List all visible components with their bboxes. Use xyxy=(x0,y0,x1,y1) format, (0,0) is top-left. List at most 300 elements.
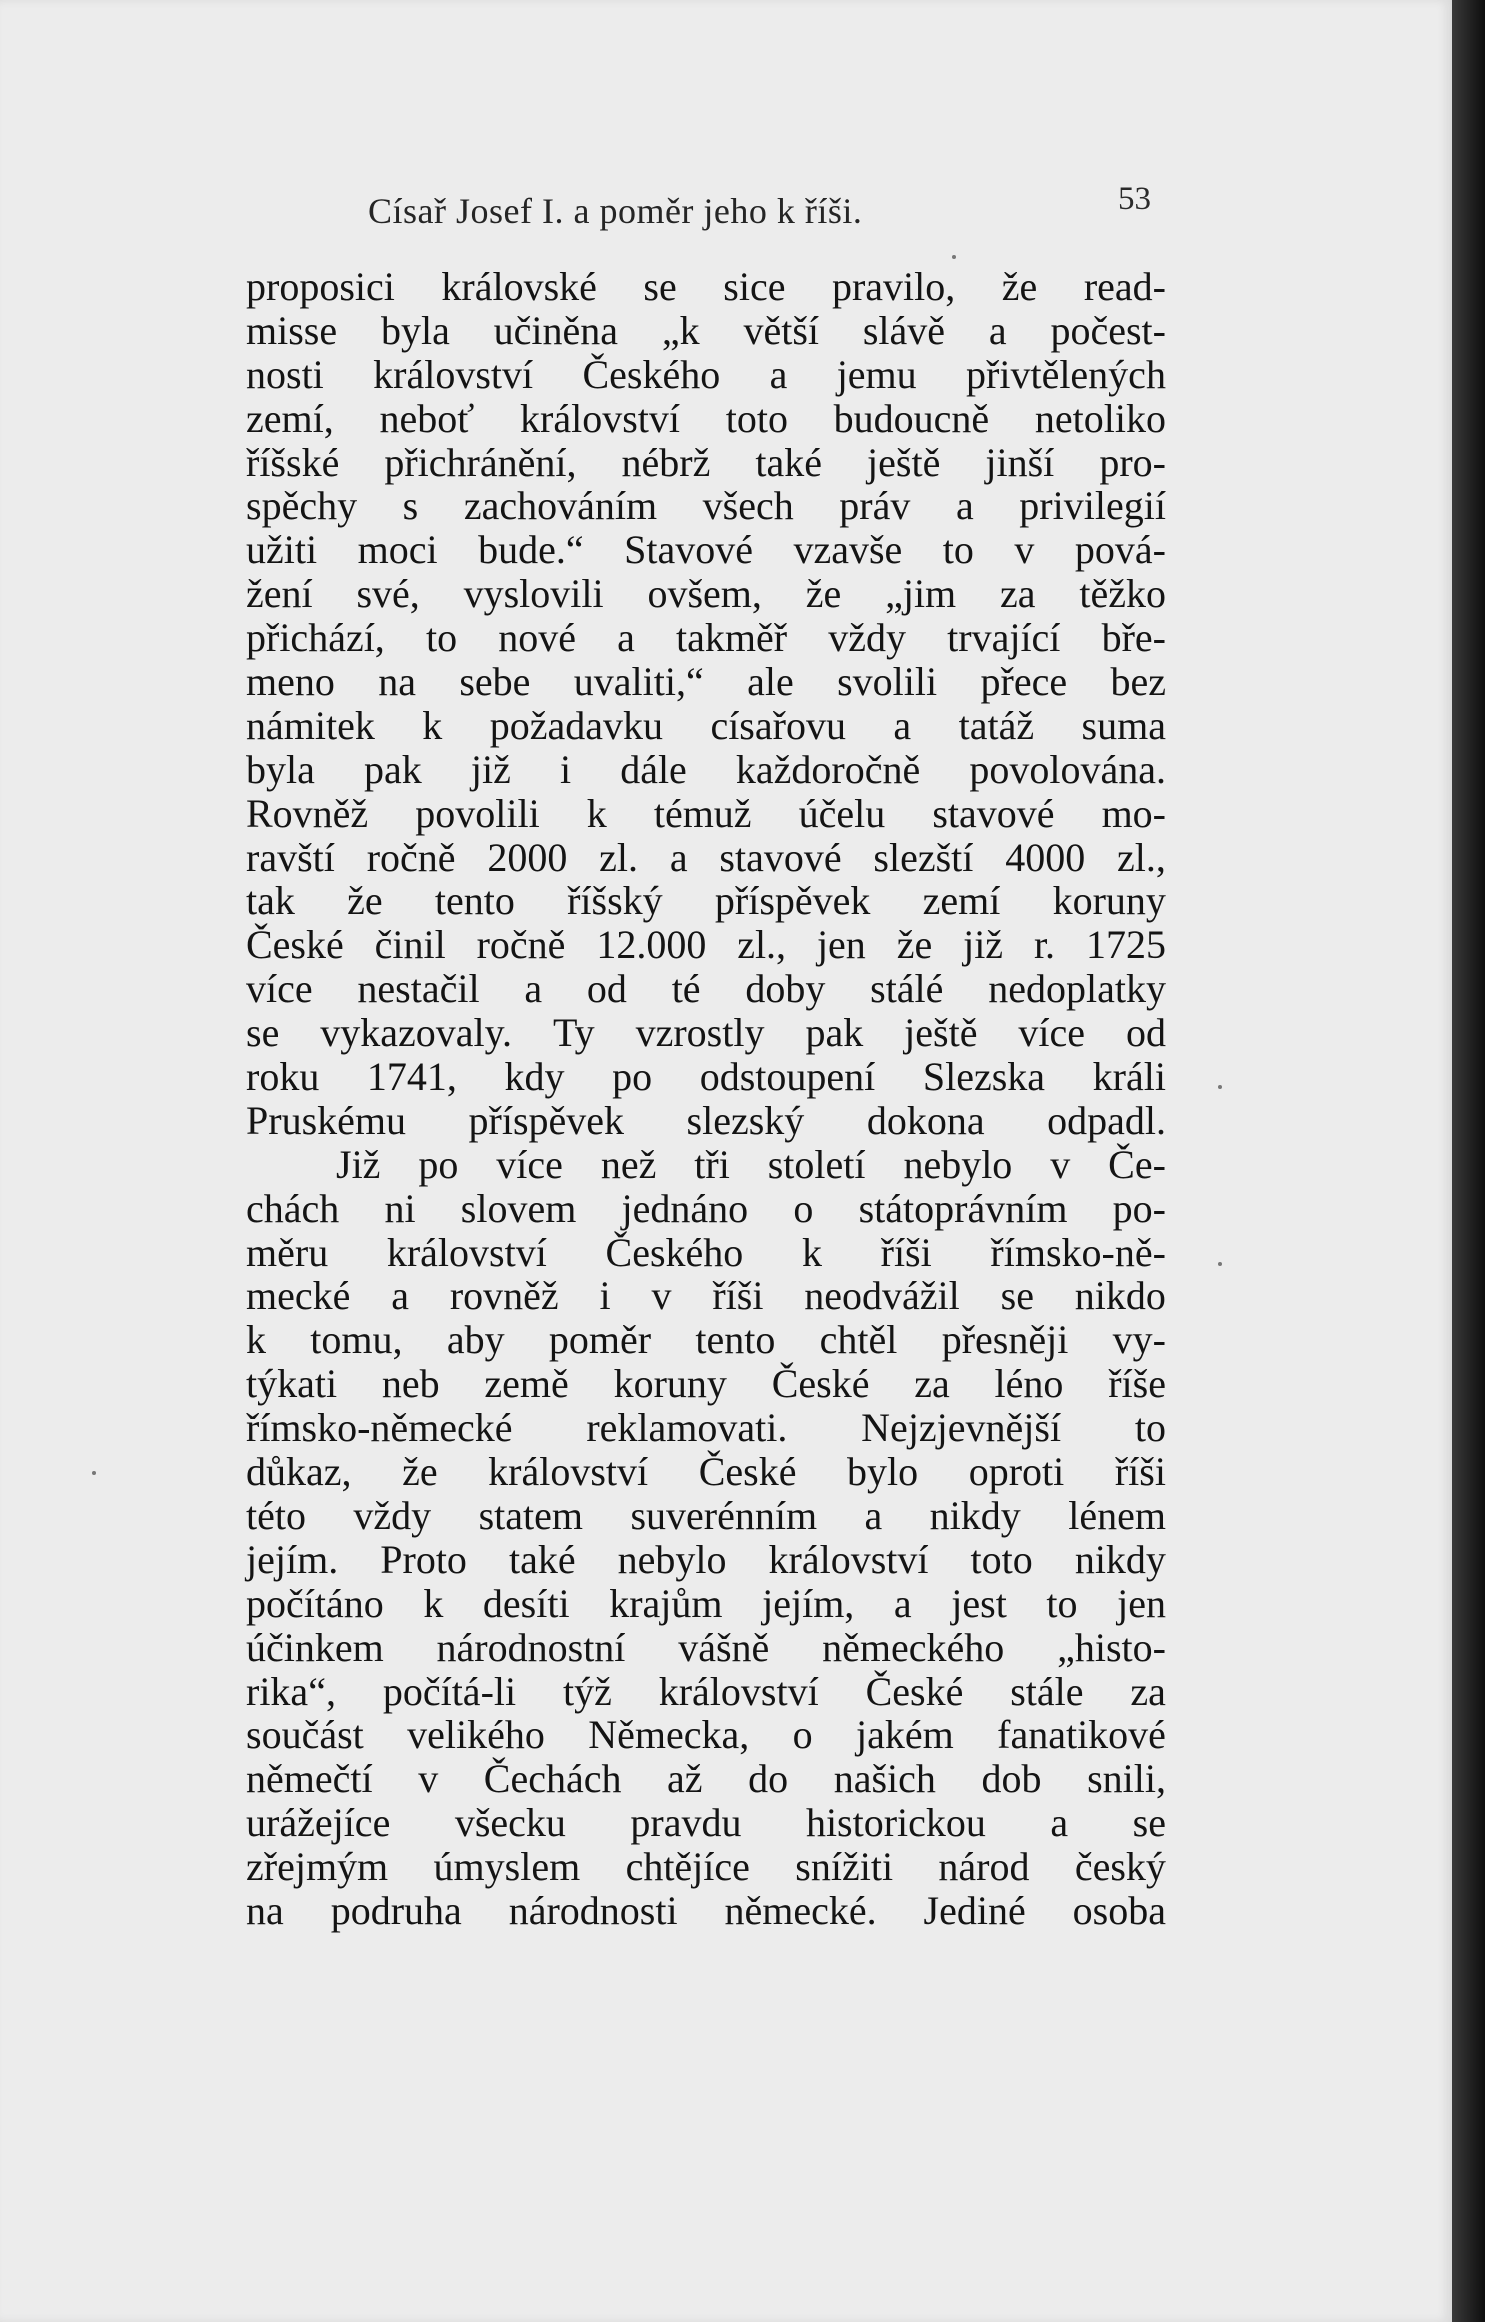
body-text xyxy=(246,265,1166,1933)
word: stálé xyxy=(870,966,944,1012)
text-line xyxy=(246,397,1166,441)
word: větší xyxy=(743,307,819,353)
word: také xyxy=(508,1536,576,1582)
word: bře- xyxy=(1101,615,1166,661)
word: ročně xyxy=(476,922,566,968)
word: každoročně xyxy=(735,746,921,792)
word: a xyxy=(988,307,1007,353)
word: bez xyxy=(1110,659,1166,705)
word: že xyxy=(805,571,842,617)
word: královské xyxy=(441,264,597,309)
word: jemu xyxy=(836,351,917,397)
word: Ty xyxy=(553,1010,595,1056)
word: námitek xyxy=(246,702,375,748)
word: Rovněž xyxy=(246,790,369,836)
print-speck xyxy=(952,255,956,259)
word: říši xyxy=(880,1229,932,1275)
word: k xyxy=(586,790,607,836)
word: království xyxy=(488,1449,649,1495)
word: a xyxy=(669,834,688,880)
word: tak xyxy=(246,878,295,924)
word: kdy xyxy=(504,1054,565,1100)
word: Pruskému xyxy=(246,1097,406,1143)
word: Slezska xyxy=(922,1054,1046,1100)
text-line xyxy=(246,528,1166,572)
word: to xyxy=(1134,1405,1166,1451)
word: století xyxy=(767,1141,866,1187)
word: tento xyxy=(434,878,515,924)
word: k xyxy=(801,1229,822,1275)
word: práv xyxy=(839,483,911,529)
word: budoucně xyxy=(833,395,990,441)
text-line xyxy=(246,1538,1166,1582)
word: zl. xyxy=(599,834,639,880)
word: vášně xyxy=(678,1624,770,1670)
text-line xyxy=(246,1713,1166,1757)
word: České xyxy=(865,1668,964,1714)
word: za xyxy=(1000,571,1036,617)
text-line xyxy=(246,1055,1166,1099)
word: přesněji xyxy=(941,1317,1069,1363)
word: nikdy xyxy=(929,1492,1021,1538)
word: a xyxy=(893,1580,912,1626)
text-line xyxy=(246,1011,1166,1055)
text-line xyxy=(246,1318,1166,1362)
word: slezský xyxy=(686,1097,805,1143)
text-line xyxy=(246,484,1166,528)
word: všecku xyxy=(454,1800,566,1846)
word: jen xyxy=(816,922,866,968)
word: chtějíce xyxy=(625,1844,750,1890)
word: nikdy xyxy=(1074,1536,1166,1582)
word: pravdu xyxy=(630,1800,742,1846)
word: nebylo xyxy=(617,1536,727,1582)
word: o xyxy=(792,1712,813,1758)
word: říšské xyxy=(246,439,340,485)
text-line xyxy=(246,1494,1166,1538)
word: týž xyxy=(562,1668,612,1714)
word: misse xyxy=(246,307,338,353)
word: pová- xyxy=(1074,527,1166,573)
word: jest xyxy=(951,1580,1007,1626)
word: odpadl. xyxy=(1047,1097,1166,1143)
word: 2000 xyxy=(487,834,568,880)
word: našich xyxy=(833,1756,936,1802)
word: ročně xyxy=(366,834,456,880)
word: chtěl xyxy=(819,1317,898,1363)
text-line xyxy=(246,879,1166,923)
word: přece xyxy=(980,659,1068,705)
word: netoliko xyxy=(1034,395,1166,441)
word: království xyxy=(768,1536,929,1582)
word: Českého xyxy=(582,351,721,397)
word: vykazovaly. xyxy=(320,1010,513,1056)
word: sice xyxy=(723,264,786,309)
text-line xyxy=(246,1670,1166,1714)
word: žení xyxy=(246,571,313,617)
word: počest- xyxy=(1050,307,1166,353)
word: důkaz, xyxy=(246,1449,352,1495)
word: zemí, xyxy=(246,395,334,441)
word: úmyslem xyxy=(433,1844,581,1890)
word: nébrž xyxy=(621,439,711,485)
word: mo- xyxy=(1101,790,1166,836)
word: privilegií xyxy=(1019,483,1166,529)
word: lénem xyxy=(1068,1492,1166,1538)
word: a xyxy=(391,1273,409,1319)
word: dokona xyxy=(866,1097,985,1143)
text-line xyxy=(246,792,1166,836)
word: nové xyxy=(498,615,576,661)
word: že xyxy=(1001,264,1038,309)
word: tři xyxy=(694,1141,730,1187)
word: počítá-li xyxy=(382,1668,517,1714)
word: za xyxy=(914,1361,950,1407)
word: toto xyxy=(725,395,788,441)
word: a xyxy=(864,1492,883,1538)
word: v xyxy=(1014,527,1035,573)
word: k xyxy=(422,702,443,748)
word: již xyxy=(963,922,1004,968)
word: na xyxy=(378,659,416,705)
word: nosti xyxy=(246,351,324,397)
word: velikého xyxy=(407,1712,545,1758)
page-number: 53 xyxy=(1118,181,1151,217)
word: to xyxy=(1046,1580,1078,1626)
word: po xyxy=(612,1054,653,1100)
word: více xyxy=(246,966,313,1012)
word: vzavše xyxy=(793,527,903,573)
text-line xyxy=(246,1274,1166,1318)
word: že xyxy=(402,1449,438,1495)
word: tomu, xyxy=(310,1317,403,1363)
word: stavové xyxy=(932,790,1055,836)
word: koruny xyxy=(613,1361,727,1407)
text-line xyxy=(246,616,1166,660)
word: říši xyxy=(1114,1449,1166,1495)
word: bude.“ xyxy=(478,527,584,573)
word: to xyxy=(425,615,458,661)
word: národnostní xyxy=(436,1624,626,1670)
word: od xyxy=(586,966,627,1012)
word: i xyxy=(599,1273,611,1319)
word: statem xyxy=(478,1492,584,1538)
text-line xyxy=(246,1757,1166,1801)
word: zemí xyxy=(922,878,1001,924)
word: království xyxy=(373,351,534,397)
word: ravští xyxy=(246,834,335,880)
word: týkati xyxy=(246,1361,338,1407)
word: římsko-ně- xyxy=(990,1229,1166,1275)
word: zl., xyxy=(737,922,787,968)
word: přivtělených xyxy=(966,351,1166,397)
word: moci xyxy=(357,527,438,573)
word: užiti xyxy=(246,527,318,573)
word: říšský xyxy=(567,878,663,924)
word: jejím, xyxy=(762,1580,855,1626)
word: byla xyxy=(246,746,315,792)
word: tento xyxy=(695,1317,776,1363)
word: k xyxy=(246,1317,266,1363)
word: státoprávním xyxy=(858,1185,1068,1231)
word: témuž xyxy=(653,790,752,836)
word: České xyxy=(771,1361,870,1407)
word: a xyxy=(524,966,543,1012)
word: za xyxy=(1130,1668,1166,1714)
word: historickou xyxy=(805,1800,986,1846)
word: Čechách xyxy=(483,1756,622,1802)
word: němečtí xyxy=(246,1756,373,1802)
word: povolili xyxy=(415,790,540,836)
word: více xyxy=(496,1141,563,1187)
word: nestačil xyxy=(357,966,480,1012)
word: národ xyxy=(938,1844,1030,1890)
word: 12.000 xyxy=(596,922,707,968)
word: v xyxy=(651,1273,672,1319)
word: království xyxy=(658,1668,819,1714)
word: České xyxy=(698,1449,797,1495)
word: národnosti xyxy=(508,1887,678,1933)
word: rika“, xyxy=(246,1668,336,1714)
word: „jim xyxy=(885,571,957,617)
word: proposici xyxy=(246,264,395,309)
word: stavové xyxy=(719,834,842,880)
word: až xyxy=(667,1756,703,1802)
word: více xyxy=(1018,1010,1086,1056)
word: císařovu xyxy=(710,702,846,748)
word: pak xyxy=(363,746,422,792)
word: reklamovati. xyxy=(586,1405,788,1451)
word: meno xyxy=(246,659,335,705)
word: sebe xyxy=(459,659,531,705)
word: rovněž xyxy=(449,1273,559,1319)
word: desíti xyxy=(482,1580,570,1626)
text-line xyxy=(246,1362,1166,1406)
word: požadavku xyxy=(489,702,663,748)
word: jednáno xyxy=(621,1185,749,1231)
word: Nejzjevnější xyxy=(861,1405,1062,1451)
text-line xyxy=(246,967,1166,1011)
text-line xyxy=(246,836,1166,880)
word: neodvážil xyxy=(804,1273,960,1319)
word: snili, xyxy=(1087,1756,1166,1802)
text-line xyxy=(246,748,1166,792)
word: se xyxy=(1000,1273,1034,1319)
word: jen xyxy=(1117,1580,1166,1626)
word: oproti xyxy=(968,1449,1065,1495)
word: svolili xyxy=(837,659,938,705)
word: léno xyxy=(994,1361,1064,1407)
word: jinší xyxy=(985,439,1055,485)
word: že xyxy=(896,922,933,968)
word: suverénním xyxy=(630,1492,818,1538)
word: i xyxy=(559,746,572,792)
word: stále xyxy=(1010,1668,1084,1714)
text-line xyxy=(246,572,1166,616)
word: měru xyxy=(246,1229,329,1275)
word: také xyxy=(755,439,823,485)
word: Jediné xyxy=(923,1887,1026,1933)
word: do xyxy=(748,1756,789,1802)
word: Německa, xyxy=(588,1712,750,1758)
text-line xyxy=(246,1406,1166,1450)
word: suma xyxy=(1081,702,1166,748)
text-line xyxy=(246,660,1166,704)
word: pravilo, xyxy=(831,264,956,309)
word: učiněna xyxy=(493,307,619,353)
word: podruha xyxy=(330,1887,462,1933)
word: Stavové xyxy=(624,527,753,573)
word: německého xyxy=(822,1624,1005,1670)
word: a xyxy=(769,351,788,397)
word: říše xyxy=(1108,1361,1166,1407)
word: než xyxy=(600,1141,657,1187)
word: roku xyxy=(246,1054,320,1100)
text-line xyxy=(246,923,1166,967)
word: jejím. xyxy=(246,1536,339,1582)
text-line xyxy=(246,1143,1166,1187)
word: své, xyxy=(356,571,420,617)
word: Proto xyxy=(380,1536,467,1582)
word: všech xyxy=(702,483,794,529)
text-line xyxy=(246,353,1166,397)
word: a xyxy=(955,483,974,529)
word: pak xyxy=(805,1010,864,1056)
print-speck xyxy=(1218,1085,1222,1089)
word: neboť xyxy=(379,395,475,441)
word: království xyxy=(386,1229,547,1275)
word: vždy xyxy=(353,1492,432,1538)
word: krajům xyxy=(609,1580,723,1626)
word: byla xyxy=(380,307,450,353)
word: zřejmým xyxy=(246,1844,389,1890)
word: slovem xyxy=(460,1185,577,1231)
word: Již xyxy=(336,1141,381,1187)
print-speck xyxy=(92,1471,96,1475)
word: uvaliti,“ xyxy=(573,659,704,705)
word: vy- xyxy=(1112,1317,1166,1363)
word: a xyxy=(893,702,912,748)
word: králi xyxy=(1092,1054,1166,1100)
word: snížiti xyxy=(795,1844,894,1890)
word: té xyxy=(671,966,701,1012)
word: římsko-německé xyxy=(246,1405,513,1451)
word: v xyxy=(1050,1141,1071,1187)
word: „k xyxy=(661,307,700,353)
word: povolována. xyxy=(969,746,1166,792)
word: ale xyxy=(747,659,794,705)
word: spěchy xyxy=(246,483,358,529)
word: činil xyxy=(374,922,446,968)
word: slávě xyxy=(862,307,946,353)
word: jakém xyxy=(856,1712,954,1758)
text-line xyxy=(246,265,1166,309)
word: bylo xyxy=(847,1449,919,1495)
word: poměr xyxy=(548,1317,652,1363)
word: nebylo xyxy=(903,1141,1013,1187)
word: 1725 xyxy=(1085,922,1166,968)
word: neb xyxy=(381,1361,440,1407)
word: český xyxy=(1074,1844,1166,1890)
word: součást xyxy=(246,1712,364,1758)
word: vzrostly xyxy=(635,1010,765,1056)
word: fanatikové xyxy=(997,1712,1166,1758)
text-line xyxy=(246,1231,1166,1275)
text-line xyxy=(246,1450,1166,1494)
word: německé. xyxy=(724,1887,877,1933)
word: nedoplatky xyxy=(988,966,1166,1012)
word: již xyxy=(470,746,511,792)
text-line xyxy=(246,1626,1166,1670)
word: doby xyxy=(745,966,826,1012)
running-head-title: Císař Josef I. a poměr jeho k říši. xyxy=(368,191,863,231)
word: v xyxy=(418,1756,439,1802)
word: se xyxy=(246,1010,280,1056)
word: se xyxy=(643,264,677,309)
word: koruny xyxy=(1052,878,1166,924)
text-line xyxy=(246,1845,1166,1889)
word: a xyxy=(1050,1800,1069,1846)
word: České xyxy=(246,922,344,968)
word: vyslovili xyxy=(463,571,604,617)
word: že xyxy=(347,878,383,924)
word: po- xyxy=(1112,1185,1166,1231)
word: trvající xyxy=(947,615,1061,661)
text-line xyxy=(246,1099,1166,1143)
word: takměř xyxy=(676,615,788,661)
word: ještě xyxy=(904,1010,978,1056)
word: příspěvek xyxy=(468,1097,625,1143)
word: království xyxy=(520,395,680,441)
word: těžko xyxy=(1079,571,1166,617)
text-line xyxy=(246,309,1166,353)
word: po xyxy=(418,1141,459,1187)
page-edge-shadow xyxy=(1452,0,1485,2322)
word: tatáž xyxy=(958,702,1035,748)
word: ještě xyxy=(867,439,941,485)
word: Če- xyxy=(1108,1141,1166,1187)
word: nikdo xyxy=(1074,1273,1166,1319)
word: na xyxy=(246,1887,284,1933)
word: ni xyxy=(384,1185,416,1231)
word: se xyxy=(1132,1800,1166,1846)
word: „histo- xyxy=(1057,1624,1166,1670)
word: pro- xyxy=(1099,439,1166,485)
word: to xyxy=(942,527,974,573)
word: zl., xyxy=(1117,834,1166,880)
word: k xyxy=(423,1580,444,1626)
word: osoba xyxy=(1072,1887,1166,1933)
word: této xyxy=(246,1492,306,1538)
word: odstoupení xyxy=(699,1054,876,1100)
word: 1741, xyxy=(366,1054,457,1100)
word: urážejíce xyxy=(246,1800,391,1846)
print-speck xyxy=(1218,1262,1222,1266)
text-line xyxy=(246,441,1166,485)
word: a xyxy=(617,615,635,661)
word: 4000 xyxy=(1005,834,1086,880)
word: počítáno xyxy=(246,1580,384,1626)
text-line xyxy=(246,1889,1166,1933)
word: účelu xyxy=(798,790,886,836)
text-line xyxy=(246,1582,1166,1626)
word: ovšem, xyxy=(647,571,762,617)
word: o xyxy=(793,1185,814,1231)
word: říši xyxy=(712,1273,764,1319)
word: read- xyxy=(1083,264,1166,309)
word: od xyxy=(1126,1010,1166,1056)
word: toto xyxy=(970,1536,1033,1582)
